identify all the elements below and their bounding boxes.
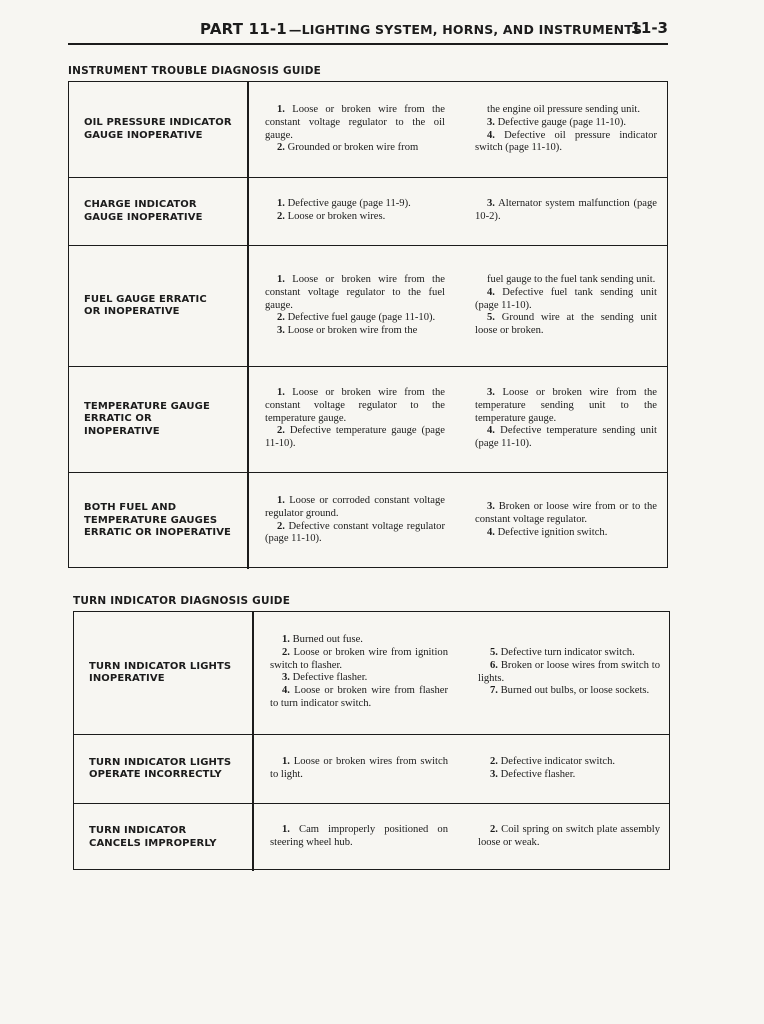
cause-text: Defective ignition switch. bbox=[497, 526, 608, 538]
column-divider bbox=[252, 804, 254, 871]
cause-number: 3. bbox=[487, 116, 495, 128]
cause-item bbox=[265, 104, 445, 142]
cause-item bbox=[475, 501, 657, 527]
cause-text: Defective flasher. bbox=[292, 672, 368, 684]
cause-number: 1. bbox=[277, 495, 285, 506]
cause-number: 2. bbox=[277, 425, 285, 437]
cause-text: Coil spring on switch plate assembly loose or weak. bbox=[478, 824, 660, 848]
cause-text: Grounded or broken wire from bbox=[287, 142, 419, 154]
cause-item bbox=[475, 387, 657, 425]
cause-number: 2. bbox=[277, 312, 285, 324]
condition-label: FUEL GAUGE ERRATIC OR INOPERATIVE bbox=[84, 293, 207, 317]
cause-item bbox=[478, 660, 660, 686]
cause-item bbox=[475, 312, 657, 338]
cause-number: 7. bbox=[490, 685, 498, 697]
cause-item bbox=[475, 527, 657, 540]
table-row bbox=[74, 804, 669, 871]
cause-text: Loose or broken wire from the constant voltage regulator to the oil gauge. bbox=[265, 104, 445, 141]
cause-text: Cam improperly positioned on steering wheel hub. bbox=[270, 824, 448, 848]
table-row bbox=[69, 82, 667, 178]
cause-text: Loose or broken wire from flasher to turn indicator switch. bbox=[270, 685, 448, 709]
cause-column-right bbox=[475, 501, 657, 539]
cause-column-right bbox=[475, 104, 657, 155]
cause-text: fuel gauge to the fuel tank sending unit. bbox=[487, 274, 656, 285]
cause-number: 1. bbox=[282, 756, 290, 767]
condition-label: TEMPERATURE GAUGE ERRATIC OR INOPERATIVE bbox=[84, 400, 210, 437]
cause-text: Defective fuel tank sending unit (page 11-10). bbox=[475, 286, 657, 311]
cause-column-right bbox=[478, 824, 660, 850]
cause-column-left bbox=[265, 104, 445, 155]
cause-item bbox=[475, 274, 657, 287]
cause-column-left bbox=[265, 198, 445, 224]
cause-number: 3. bbox=[282, 672, 290, 684]
condition-label: BOTH FUEL AND TEMPERATURE GAUGES ERRATIC OR INOPERATIVE bbox=[84, 502, 231, 539]
cause-text: Broken or loose wires from switch to lights. bbox=[478, 659, 660, 684]
running-header bbox=[200, 20, 643, 38]
cause-column-right bbox=[475, 274, 657, 338]
cause-item bbox=[478, 769, 660, 782]
condition-label: OIL PRESSURE INDICATOR GAUGE INOPERATIVE bbox=[84, 117, 232, 141]
cause-number: 2. bbox=[277, 520, 285, 532]
cause-number: 3. bbox=[487, 198, 495, 209]
cause-text: Defective oil pressure indicator switch (page 11-10). bbox=[475, 129, 657, 154]
cause-number: 2. bbox=[490, 824, 498, 835]
cause-text: Burned out fuse. bbox=[292, 634, 363, 645]
table-row bbox=[74, 612, 669, 735]
cause-text: Defective temperature gauge (page 11-10). bbox=[265, 425, 445, 450]
cause-text: Loose or corroded constant voltage regulator ground. bbox=[265, 495, 445, 519]
cause-column-left bbox=[270, 824, 448, 850]
cause-number: 4. bbox=[487, 526, 495, 538]
cause-item bbox=[478, 756, 660, 769]
table-row bbox=[69, 473, 667, 569]
condition-label: TURN INDICATOR LIGHTS INOPERATIVE bbox=[89, 660, 232, 684]
instrument-diagnosis-table bbox=[68, 81, 668, 568]
cause-text: Ground wire at the sending unit loose or broken. bbox=[475, 312, 657, 337]
cause-number: 4. bbox=[487, 286, 495, 298]
cause-number: 2. bbox=[490, 756, 498, 767]
header-rule bbox=[68, 43, 668, 45]
cause-column-right bbox=[475, 387, 657, 451]
column-divider bbox=[252, 612, 254, 734]
cause-text: Loose or broken wire from the bbox=[287, 325, 418, 337]
cause-column-right bbox=[475, 198, 657, 224]
cause-text: Alternator system malfunction (page 10-2). bbox=[475, 198, 657, 222]
cause-item bbox=[478, 685, 660, 698]
cause-number: 6. bbox=[490, 659, 498, 671]
cause-text: Defective flasher. bbox=[500, 768, 576, 780]
cause-item bbox=[265, 495, 445, 521]
cause-column-right bbox=[478, 647, 660, 698]
cause-text: Defective constant voltage regulator (page 11-10). bbox=[265, 520, 445, 545]
cause-item bbox=[265, 142, 445, 155]
table-row bbox=[69, 367, 667, 473]
cause-item bbox=[475, 130, 657, 156]
cause-item bbox=[475, 117, 657, 130]
cause-item bbox=[270, 756, 448, 782]
condition-label: TURN INDICATOR LIGHTS OPERATE INCORRECTLY bbox=[89, 756, 232, 780]
cause-text: Loose or broken wire from ignition switch to flasher. bbox=[270, 646, 448, 671]
cause-item bbox=[475, 104, 657, 117]
cause-number: 4. bbox=[487, 425, 495, 437]
cause-number: 4. bbox=[282, 685, 290, 697]
cause-item bbox=[265, 325, 445, 338]
condition-label: TURN INDICATOR CANCELS IMPROPERLY bbox=[89, 825, 217, 849]
cause-number: 1. bbox=[277, 387, 285, 398]
turn-indicator-diagnosis-table bbox=[73, 611, 670, 870]
cause-number: 4. bbox=[487, 129, 495, 141]
cause-number: 1. bbox=[282, 634, 290, 645]
cause-text: Defective gauge (page 11-9). bbox=[287, 198, 411, 209]
cause-number: 1. bbox=[277, 104, 285, 115]
cause-item bbox=[265, 387, 445, 425]
cause-item bbox=[270, 647, 448, 673]
table-row bbox=[69, 178, 667, 246]
cause-column-right bbox=[478, 756, 660, 782]
cause-item bbox=[475, 425, 657, 451]
cause-number: 3. bbox=[487, 387, 495, 398]
cause-text: Loose or broken wires. bbox=[287, 210, 386, 222]
cause-text: Defective turn indicator switch. bbox=[500, 647, 635, 658]
cause-text: Defective temperature sending unit (page 11-10). bbox=[475, 425, 657, 450]
part-number: PART 11-1 bbox=[200, 20, 287, 38]
chapter-title: —LIGHTING SYSTEM, HORNS, AND INSTRUMENTS bbox=[288, 22, 643, 37]
cause-item bbox=[475, 287, 657, 313]
column-divider bbox=[247, 473, 249, 569]
column-divider bbox=[252, 735, 254, 803]
column-divider bbox=[247, 178, 249, 245]
cause-text: Defective fuel gauge (page 11-10). bbox=[287, 312, 436, 324]
cause-text: Defective gauge (page 11-10). bbox=[497, 116, 627, 128]
cause-number: 5. bbox=[487, 312, 495, 324]
cause-item bbox=[270, 824, 448, 850]
page-number: 11-3 bbox=[630, 19, 668, 37]
cause-number: 3. bbox=[490, 768, 498, 780]
column-divider bbox=[247, 367, 249, 472]
condition-label: CHARGE INDICATOR GAUGE INOPERATIVE bbox=[84, 199, 203, 223]
cause-item bbox=[265, 274, 445, 312]
cause-item bbox=[478, 824, 660, 850]
cause-text: Loose or broken wire from the constant voltage regulator to the fuel gauge. bbox=[265, 274, 445, 311]
turn-guide-title: TURN INDICATOR DIAGNOSIS GUIDE bbox=[73, 595, 291, 607]
cause-item bbox=[265, 312, 445, 325]
cause-item bbox=[265, 198, 445, 211]
cause-number: 1. bbox=[282, 824, 290, 835]
cause-column-left bbox=[265, 274, 445, 338]
table-row bbox=[69, 246, 667, 367]
cause-text: Loose or broken wire from the constant voltage regulator to the temperature gauge. bbox=[265, 387, 445, 424]
cause-column-left bbox=[265, 495, 445, 546]
cause-text: Loose or broken wires from switch to light. bbox=[270, 756, 448, 780]
cause-number: 2. bbox=[282, 646, 290, 658]
table-row bbox=[74, 735, 669, 804]
cause-item bbox=[265, 425, 445, 451]
cause-number: 2. bbox=[277, 210, 285, 222]
cause-item bbox=[478, 647, 660, 660]
cause-text: Defective indicator switch. bbox=[500, 756, 616, 767]
cause-item bbox=[270, 685, 448, 711]
cause-item bbox=[265, 211, 445, 224]
cause-column-left bbox=[270, 634, 448, 711]
cause-item bbox=[265, 521, 445, 547]
cause-item bbox=[270, 634, 448, 647]
cause-text: the engine oil pressure sending unit. bbox=[487, 104, 640, 115]
cause-column-left bbox=[265, 387, 445, 451]
cause-text: Broken or loose wire from or to the constant voltage regulator. bbox=[475, 501, 657, 525]
cause-item bbox=[270, 672, 448, 685]
instrument-guide-title: INSTRUMENT TROUBLE DIAGNOSIS GUIDE bbox=[68, 65, 321, 77]
cause-number: 2. bbox=[277, 142, 285, 154]
cause-text: Loose or broken wire from the temperature sending unit to the temperature gauge. bbox=[475, 387, 657, 424]
cause-item bbox=[475, 198, 657, 224]
cause-number: 3. bbox=[487, 501, 495, 512]
cause-number: 5. bbox=[490, 647, 498, 658]
cause-text: Burned out bulbs, or loose sockets. bbox=[500, 685, 650, 697]
cause-column-left bbox=[270, 756, 448, 782]
cause-number: 3. bbox=[277, 325, 285, 337]
column-divider bbox=[247, 246, 249, 366]
column-divider bbox=[247, 82, 249, 177]
cause-number: 1. bbox=[277, 198, 285, 209]
cause-number: 1. bbox=[277, 274, 285, 285]
